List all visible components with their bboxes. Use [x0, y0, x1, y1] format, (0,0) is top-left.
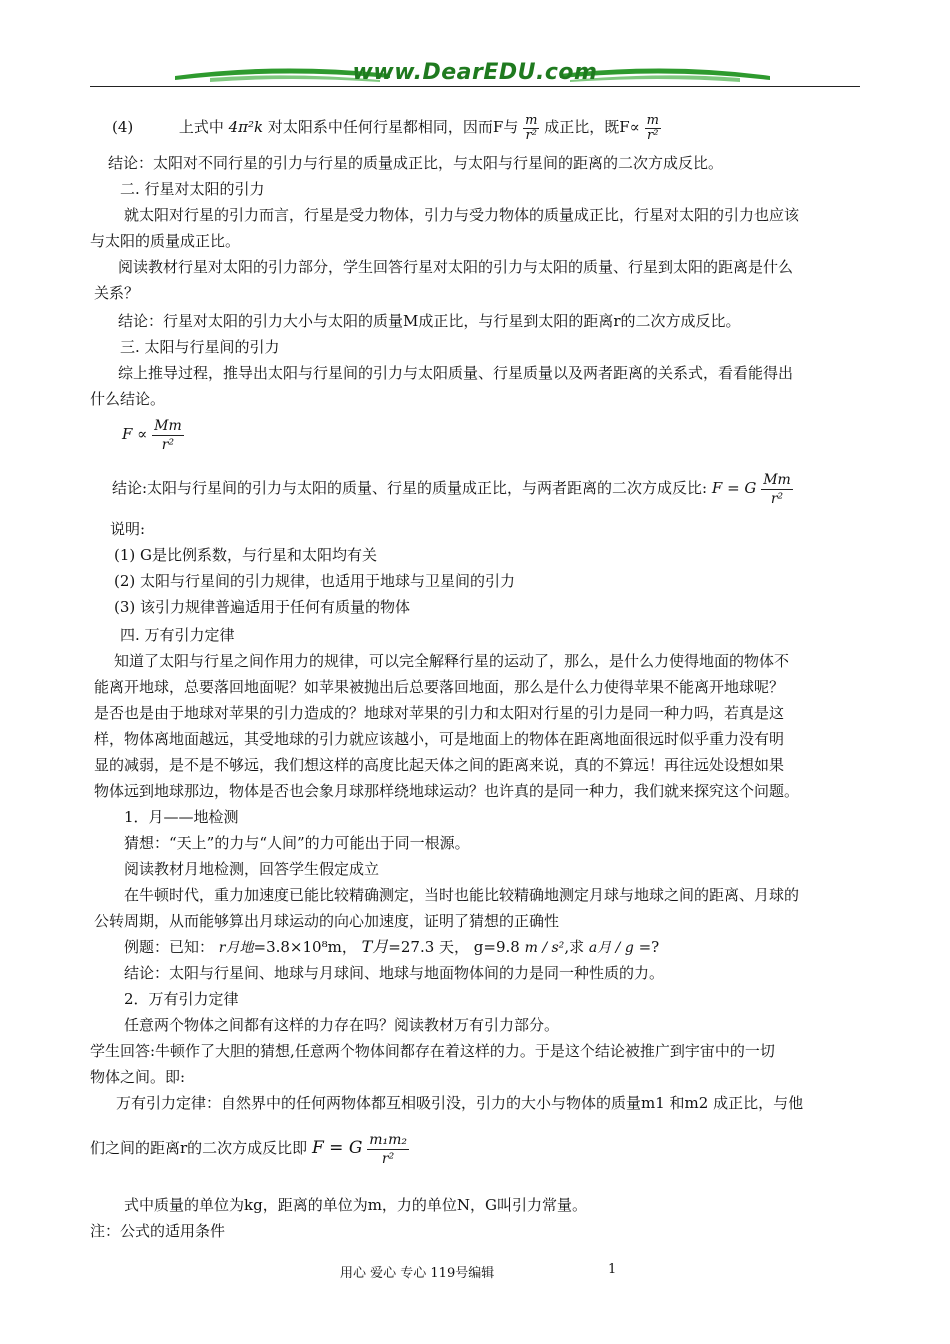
paragraph-line: 知道了太阳与行星之间作用力的规律，可以完全解释行星的运动了，那么，是什么力使得地面的物体不 [114, 652, 790, 670]
header-rule [90, 86, 860, 87]
paragraph-line: 能离开地球，总要落回地面呢？如苹果被抛出后总要落回地面，那么是什么力使得苹果不能离开地球呢？ [94, 678, 785, 696]
item-number: (4) [112, 118, 134, 136]
paragraph-line: 结论：太阳与行星间、地球与月球间、地球与地面物体间的力是同一种性质的力。 [124, 964, 665, 982]
math-expression: 4π²k [228, 118, 264, 136]
paragraph-line: 与太阳的质量成正比。 [90, 232, 241, 250]
page-number: 1 [608, 1262, 617, 1277]
paragraph-line: 物体之间。即: [90, 1068, 186, 1086]
paragraph-line: 就太阳对行星的引力而言，行星是受力物体，引力与受力物体的质量成正比，行星对太阳的引力也应该 [124, 206, 800, 224]
paragraph-line: 在牛顿时代，重力加速度已能比较精确测定，当时也能比较精确地测定月球与地球之间的距离、月球的 [124, 886, 800, 904]
site-logo-text: www.DearEDU.com [352, 60, 598, 85]
fraction-m1m2-over-r2: $\frac{\text{m₁m₂}}{\text{r²}}$ [369, 1131, 407, 1167]
text-segment: 对太阳系中任何行星都相同，因而F与 [267, 118, 519, 136]
paragraph-line: 学生回答:牛顿作了大胆的猜想,任意两个物体间都存在着这样的力。于是这个结论被推广到宇宙中的一切 [90, 1042, 775, 1060]
formula-line-4 [112, 112, 661, 143]
paragraph-line: 综上推导过程，推导出太阳与行星间的引力与太阳质量、行星质量以及两者距离的关系式，看看能得出 [118, 364, 794, 382]
symbol-a-over-g: a月 / g [588, 940, 634, 956]
fraction-Mm-over-r2: $\frac{Mm}{\text{r²}}$ [154, 417, 182, 453]
paragraph-line: 关系？ [94, 284, 140, 302]
paragraph-line: 什么结论。 [90, 390, 166, 408]
fraction-m-over-r2: $\frac{m}{\text{r²}}$ [646, 112, 659, 143]
paragraph-line: 样，物体离地面越远，其受地球的引力就应该越小，可是地面上的物体在距离地面很远时似乎重力没有明 [94, 730, 785, 748]
symbol-r-moon-earth: r月地 [218, 940, 254, 956]
note-item: (1) G是比例系数，与行星和太阳均有关 [114, 546, 377, 564]
example-problem: 例题：已知： r月地=3.8×10⁸m， T月=27.3 天， g=9.8 m / s²,求 a月 / g =? [124, 937, 660, 956]
section-heading: 四. 万有引力定律 [120, 626, 235, 644]
note-heading: 说明: [110, 520, 146, 538]
paragraph-line: 阅读教材行星对太阳的引力部分，学生回答行星对太阳的引力与太阳的质量、行星到太阳的距离是什么 [118, 258, 794, 276]
paragraph-line: 注：公式的适用条件 [90, 1222, 226, 1240]
paragraph-line: 猜想：“天上”的力与“人间”的力可能出于同一根源。 [124, 834, 470, 852]
paragraph-line: 结论：太阳对不同行星的引力与行星的质量成正比，与太阳与行星间的距离的二次方成反比。 [108, 154, 724, 172]
symbol-T-moon: T月 [361, 937, 389, 956]
paragraph-line: 任意两个物体之间都有这样的力存在吗？阅读教材万有引力部分。 [124, 1016, 560, 1034]
fraction-m-over-r2: $\frac{m}{\text{r²}}$ [525, 112, 538, 143]
paragraph-line: 显的减弱，是不是不够远，我们想这样的高度比起天体之间的距离来说，真的不算远！再往远处设想如果 [94, 756, 785, 774]
paragraph-line: 是否也是由于地球对苹果的引力造成的？地球对苹果的引力和太阳对行星的引力是同一种力吗，若真是这 [94, 704, 785, 722]
fraction-Mm-over-r2: $\frac{Mm}{\text{r²}}$ [763, 471, 791, 507]
paragraph-line: 结论：行星对太阳的引力大小与太阳的质量M成正比，与行星到太阳的距离r的二次方成反比。 [118, 312, 741, 330]
paragraph-line: 公转周期，从而能够算出月球运动的向心加速度，证明了猜想的正确性 [94, 912, 560, 930]
text-segment: 上式中 [178, 118, 224, 136]
paragraph-line: 阅读教材月地检测，回答学生假定成立 [124, 860, 380, 878]
equation-proportional: F ∝ $\frac{Mm}{\text{r²}}$ [122, 417, 182, 453]
section-heading: 三. 太阳与行星间的引力 [120, 338, 280, 356]
note-item: (3) 该引力规律普遍适用于任何有质量的物体 [114, 598, 411, 616]
paragraph-line: 万有引力定律：自然界中的任何两物体都互相吸引没，引力的大小与物体的质量m1 和m2 成正比，与他 [116, 1094, 804, 1112]
paragraph-line: 式中质量的单位为kg，距离的单位为m，力的单位N，G叫引力常量。 [124, 1196, 588, 1214]
subsection-heading: 1．月——地检测 [124, 808, 239, 826]
note-item: (2) 太阳与行星间的引力规律，也适用于地球与卫星间的引力 [114, 572, 516, 590]
footer-text: 用心 爱心 专心 119号编辑 [340, 1266, 495, 1281]
law-equation-line: 们之间的距离r的二次方成反比即 F = G $\frac{\text{m₁m₂}}{\text{r²}}$ [90, 1131, 407, 1167]
section-heading: 二. 行星对太阳的引力 [120, 180, 265, 198]
paragraph-line: 物体远到地球那边，物体是否也会象月球那样绕地球运动？也许真的是同一种力，我们就来探究这个问题。 [94, 782, 800, 800]
conclusion-with-equation: 结论:太阳与行星间的引力与太阳的质量、行星的质量成正比，与两者距离的二次方成反比: F = G $\frac{Mm}{\text{r²}}$ [112, 471, 791, 507]
subsection-heading: 2．万有引力定律 [124, 990, 239, 1008]
page-header [90, 58, 860, 94]
text-segment: 成正比，既F∝ [544, 118, 640, 136]
